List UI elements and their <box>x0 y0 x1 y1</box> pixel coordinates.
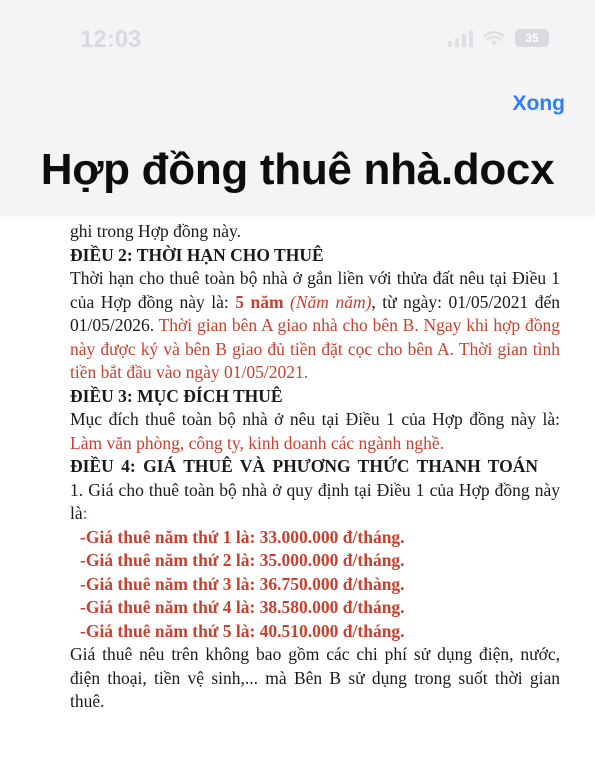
article2-heading: ĐIỀU 2: THỜI HẠN CHO THUÊ <box>70 244 324 265</box>
document-title: Hợp đồng thuê nhà.docx <box>40 145 555 194</box>
cellular-signal-icon <box>448 29 473 47</box>
article3-purpose: Làm văn phòng, công ty, kinh doanh các ngành nghề. <box>70 432 445 453</box>
article4-colon: : <box>82 503 88 523</box>
article2-term-words: (Năm năm) <box>283 291 372 312</box>
article4-text: 1. Giá cho thuê toàn bộ nhà ở quy định tại Điều 1 của Hợp đồng này là <box>70 479 560 523</box>
status-time: 12:03 <box>80 26 142 53</box>
price-year-3: -Giá thuê năm thứ 3 là: 36.750.000 đ/thàng. <box>80 573 405 594</box>
wifi-icon <box>483 30 505 47</box>
article2-term: 5 năm <box>235 291 284 312</box>
price-year-5: -Giá thuê năm thứ 5 là: 40.510.000 đ/tháng. <box>80 620 405 641</box>
system-icons <box>448 29 549 47</box>
status-bar <box>0 0 595 80</box>
article1-closing-line: ghi trong Hợp đồng này. <box>70 221 241 241</box>
article2-paragraph <box>70 267 560 385</box>
document-header <box>0 80 595 215</box>
article2-text-2: , từ ngày: 01/05/2021 đến 01/05/2026. <box>70 291 561 335</box>
article4-paragraph <box>70 479 560 526</box>
price-year-4: -Giá thuê năm thứ 4 là: 38.580.000 đ/tháng. <box>80 597 405 617</box>
document-content <box>70 215 560 714</box>
done-button[interactable]: Xong <box>512 92 565 115</box>
article3-heading: ĐIỀU 3: MỤC ĐÍCH THUÊ <box>70 385 283 406</box>
article4-heading: ĐIỀU 4: GIÁ THUÊ VÀ PHƯƠNG THỨC THANH TOÁN <box>70 456 539 476</box>
price-year-1: -Giá thuê năm thứ 1 là: 33.000.000 đ/tháng. <box>80 526 405 547</box>
article3-paragraph <box>70 408 560 455</box>
article4-note: Giá thuê nêu trên không bao gồm các chi phí sử dụng điện, nước, điện thoại, tiền vệ sinh,... mà Bên B sử dụng trong suốt thời gian thuê. <box>70 644 560 711</box>
battery-icon: 35 <box>515 29 549 47</box>
article2-text-1: Thời hạn cho thuê toàn bộ nhà ở gắn liền với thửa đất nêu tại Điều 1 của Hợp đồng này là: <box>70 268 560 312</box>
article3-text: Mục đích thuê toàn bộ nhà ở nêu tại Điều 1 của Hợp đồng này là: <box>70 409 560 429</box>
price-year-2: -Giá thuê năm thứ 2 là: 35.000.000 đ/tháng. <box>80 550 405 570</box>
article2-handover-text: Thời gian bên A giao nhà cho bên B. Ngay khi hợp đồng này được ký và bên B giao đủ tiền đặt cọc cho bên A. Thời gian tình tiền bắt đầu vào ngày 01/05/2021. <box>70 315 560 382</box>
